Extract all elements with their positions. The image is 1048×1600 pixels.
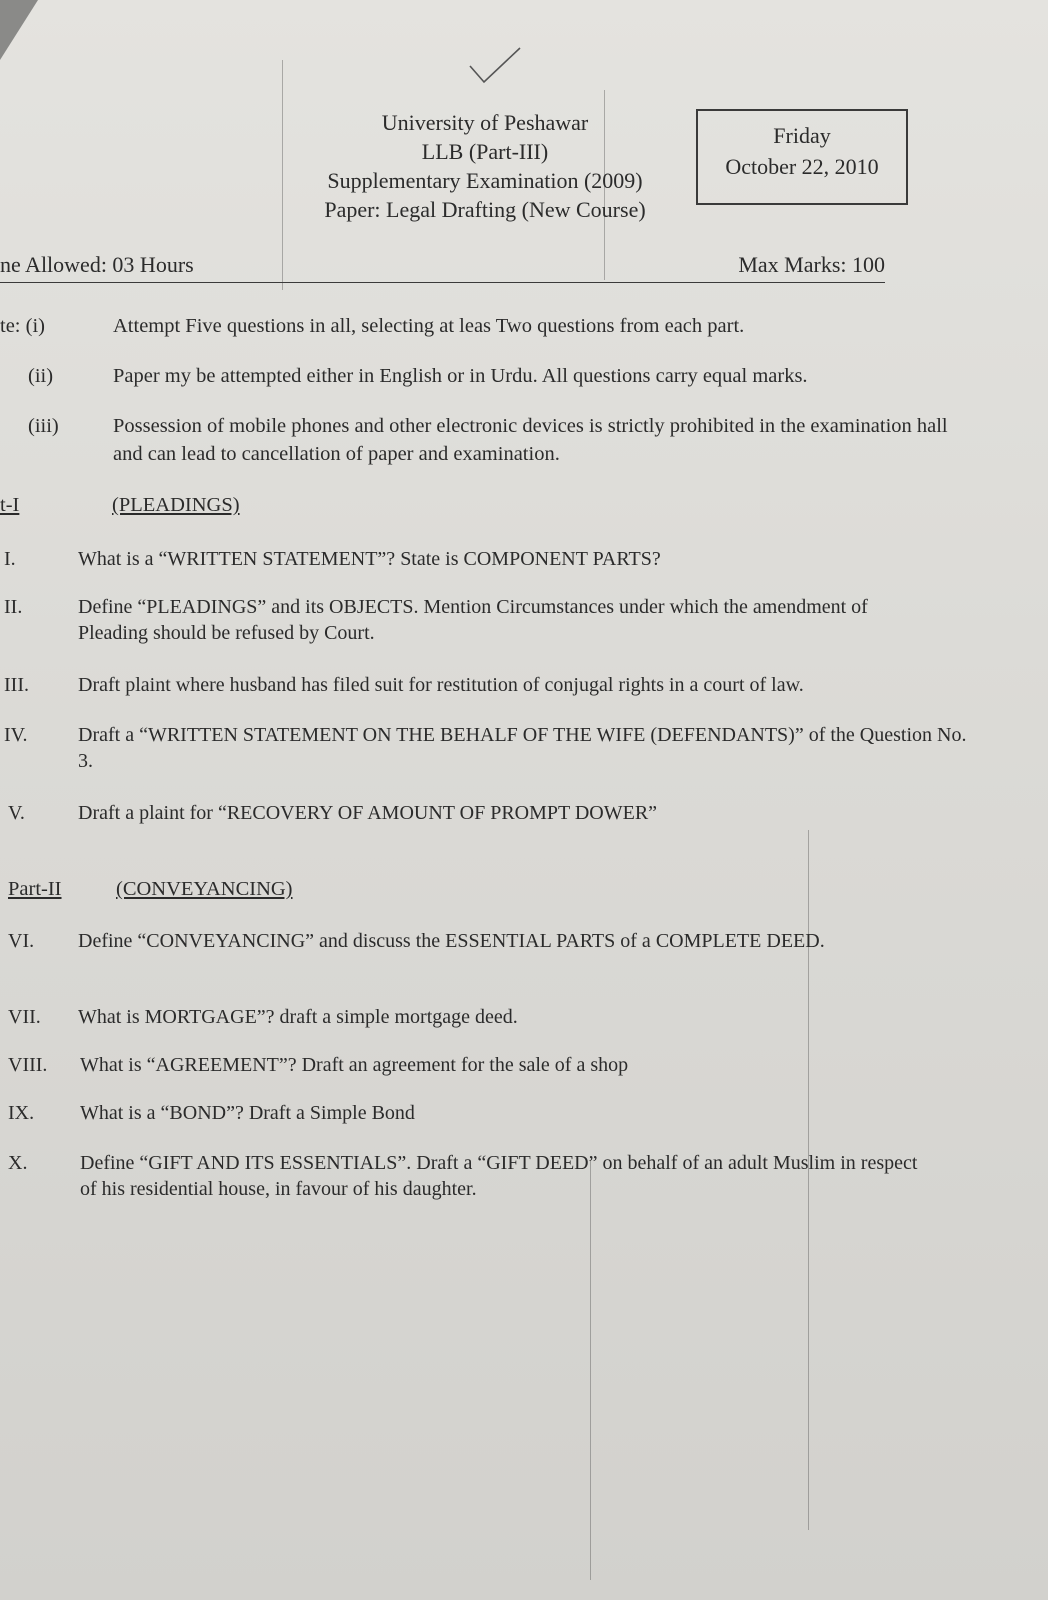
- question-text: Define “CONVEYANCING” and discuss the ESSENTIAL PARTS of a COMPLETE DEED.: [78, 930, 825, 952]
- note-text: Possession of mobile phones and other electronic devices is strictly prohibited in the examination hall and can lead to cancellation of paper and examination.: [113, 415, 948, 465]
- scan-line: [590, 1160, 591, 1580]
- question-number: X.: [8, 1152, 28, 1174]
- question-number: IV.: [4, 724, 28, 746]
- question-text: What is a “WRITTEN STATEMENT”? State is COMPONENT PARTS?: [78, 548, 661, 570]
- note-label: (ii): [28, 365, 54, 387]
- question-number: I.: [4, 548, 16, 570]
- part1-heading: [0, 494, 400, 524]
- program-name: LLB (Part-III): [421, 139, 549, 164]
- question-text: Draft plaint where husband has filed suit for restitution of conjugal rights in a court of law.: [78, 674, 804, 696]
- part1-title: (PLEADINGS): [112, 494, 240, 516]
- question-text: What is “AGREEMENT”? Draft an agreement for the sale of a shop: [80, 1054, 629, 1076]
- part2-label: Part-II: [8, 878, 62, 900]
- exam-name: Supplementary Examination (2009): [327, 168, 643, 193]
- part2-heading: [0, 878, 400, 908]
- question-number: VII.: [8, 1006, 41, 1028]
- question-text: Draft a plaint for “RECOVERY OF AMOUNT OF PROMPT DOWER”: [78, 802, 658, 824]
- question-number: II.: [4, 596, 23, 618]
- exam-date: October 22, 2010: [725, 154, 879, 179]
- note-text: Attempt Five questions in all, selecting at leas Two questions from each part.: [113, 315, 745, 337]
- folded-corner: [0, 0, 38, 60]
- paper-name: Paper: Legal Drafting (New Course): [324, 197, 646, 222]
- part2-title: (CONVEYANCING): [116, 878, 293, 900]
- time-marks-row: [0, 252, 885, 283]
- question-text: What is a “BOND”? Draft a Simple Bond: [80, 1102, 415, 1124]
- question-text: Define “PLEADINGS” and its OBJECTS. Mention Circumstances under which the amendment of Pleading should be refused by Court.: [78, 596, 868, 644]
- note-label: (iii): [28, 415, 59, 437]
- note-label: te: (i): [0, 315, 45, 337]
- date-box: [696, 109, 908, 205]
- exam-header: [290, 108, 680, 224]
- time-allowed: ne Allowed: 03 Hours: [0, 252, 194, 277]
- question-text: What is MORTGAGE”? draft a simple mortgage deed.: [78, 1006, 518, 1028]
- note-text: Paper my be attempted either in English or in Urdu. All questions carry equal marks.: [113, 365, 808, 387]
- question-text: Define “GIFT AND ITS ESSENTIALS”. Draft a “GIFT DEED” on behalf of an adult Muslim in respect of his residential house, in favour of his daughter.: [80, 1152, 918, 1200]
- question-number: VIII.: [8, 1054, 48, 1076]
- question-number: VI.: [8, 930, 35, 952]
- part1-label: t-I: [0, 494, 20, 516]
- question-number: IX.: [8, 1102, 35, 1124]
- exam-day: Friday: [773, 123, 831, 148]
- question-number: III.: [4, 674, 29, 696]
- question-number: V.: [8, 802, 25, 824]
- question-text: Draft a “WRITTEN STATEMENT ON THE BEHALF OF THE WIFE (DEFENDANTS)” of the Question No. 3.: [78, 724, 967, 772]
- max-marks: Max Marks: 100: [738, 252, 885, 277]
- check-mark-icon: [468, 44, 522, 88]
- university-name: University of Peshawar: [381, 110, 589, 135]
